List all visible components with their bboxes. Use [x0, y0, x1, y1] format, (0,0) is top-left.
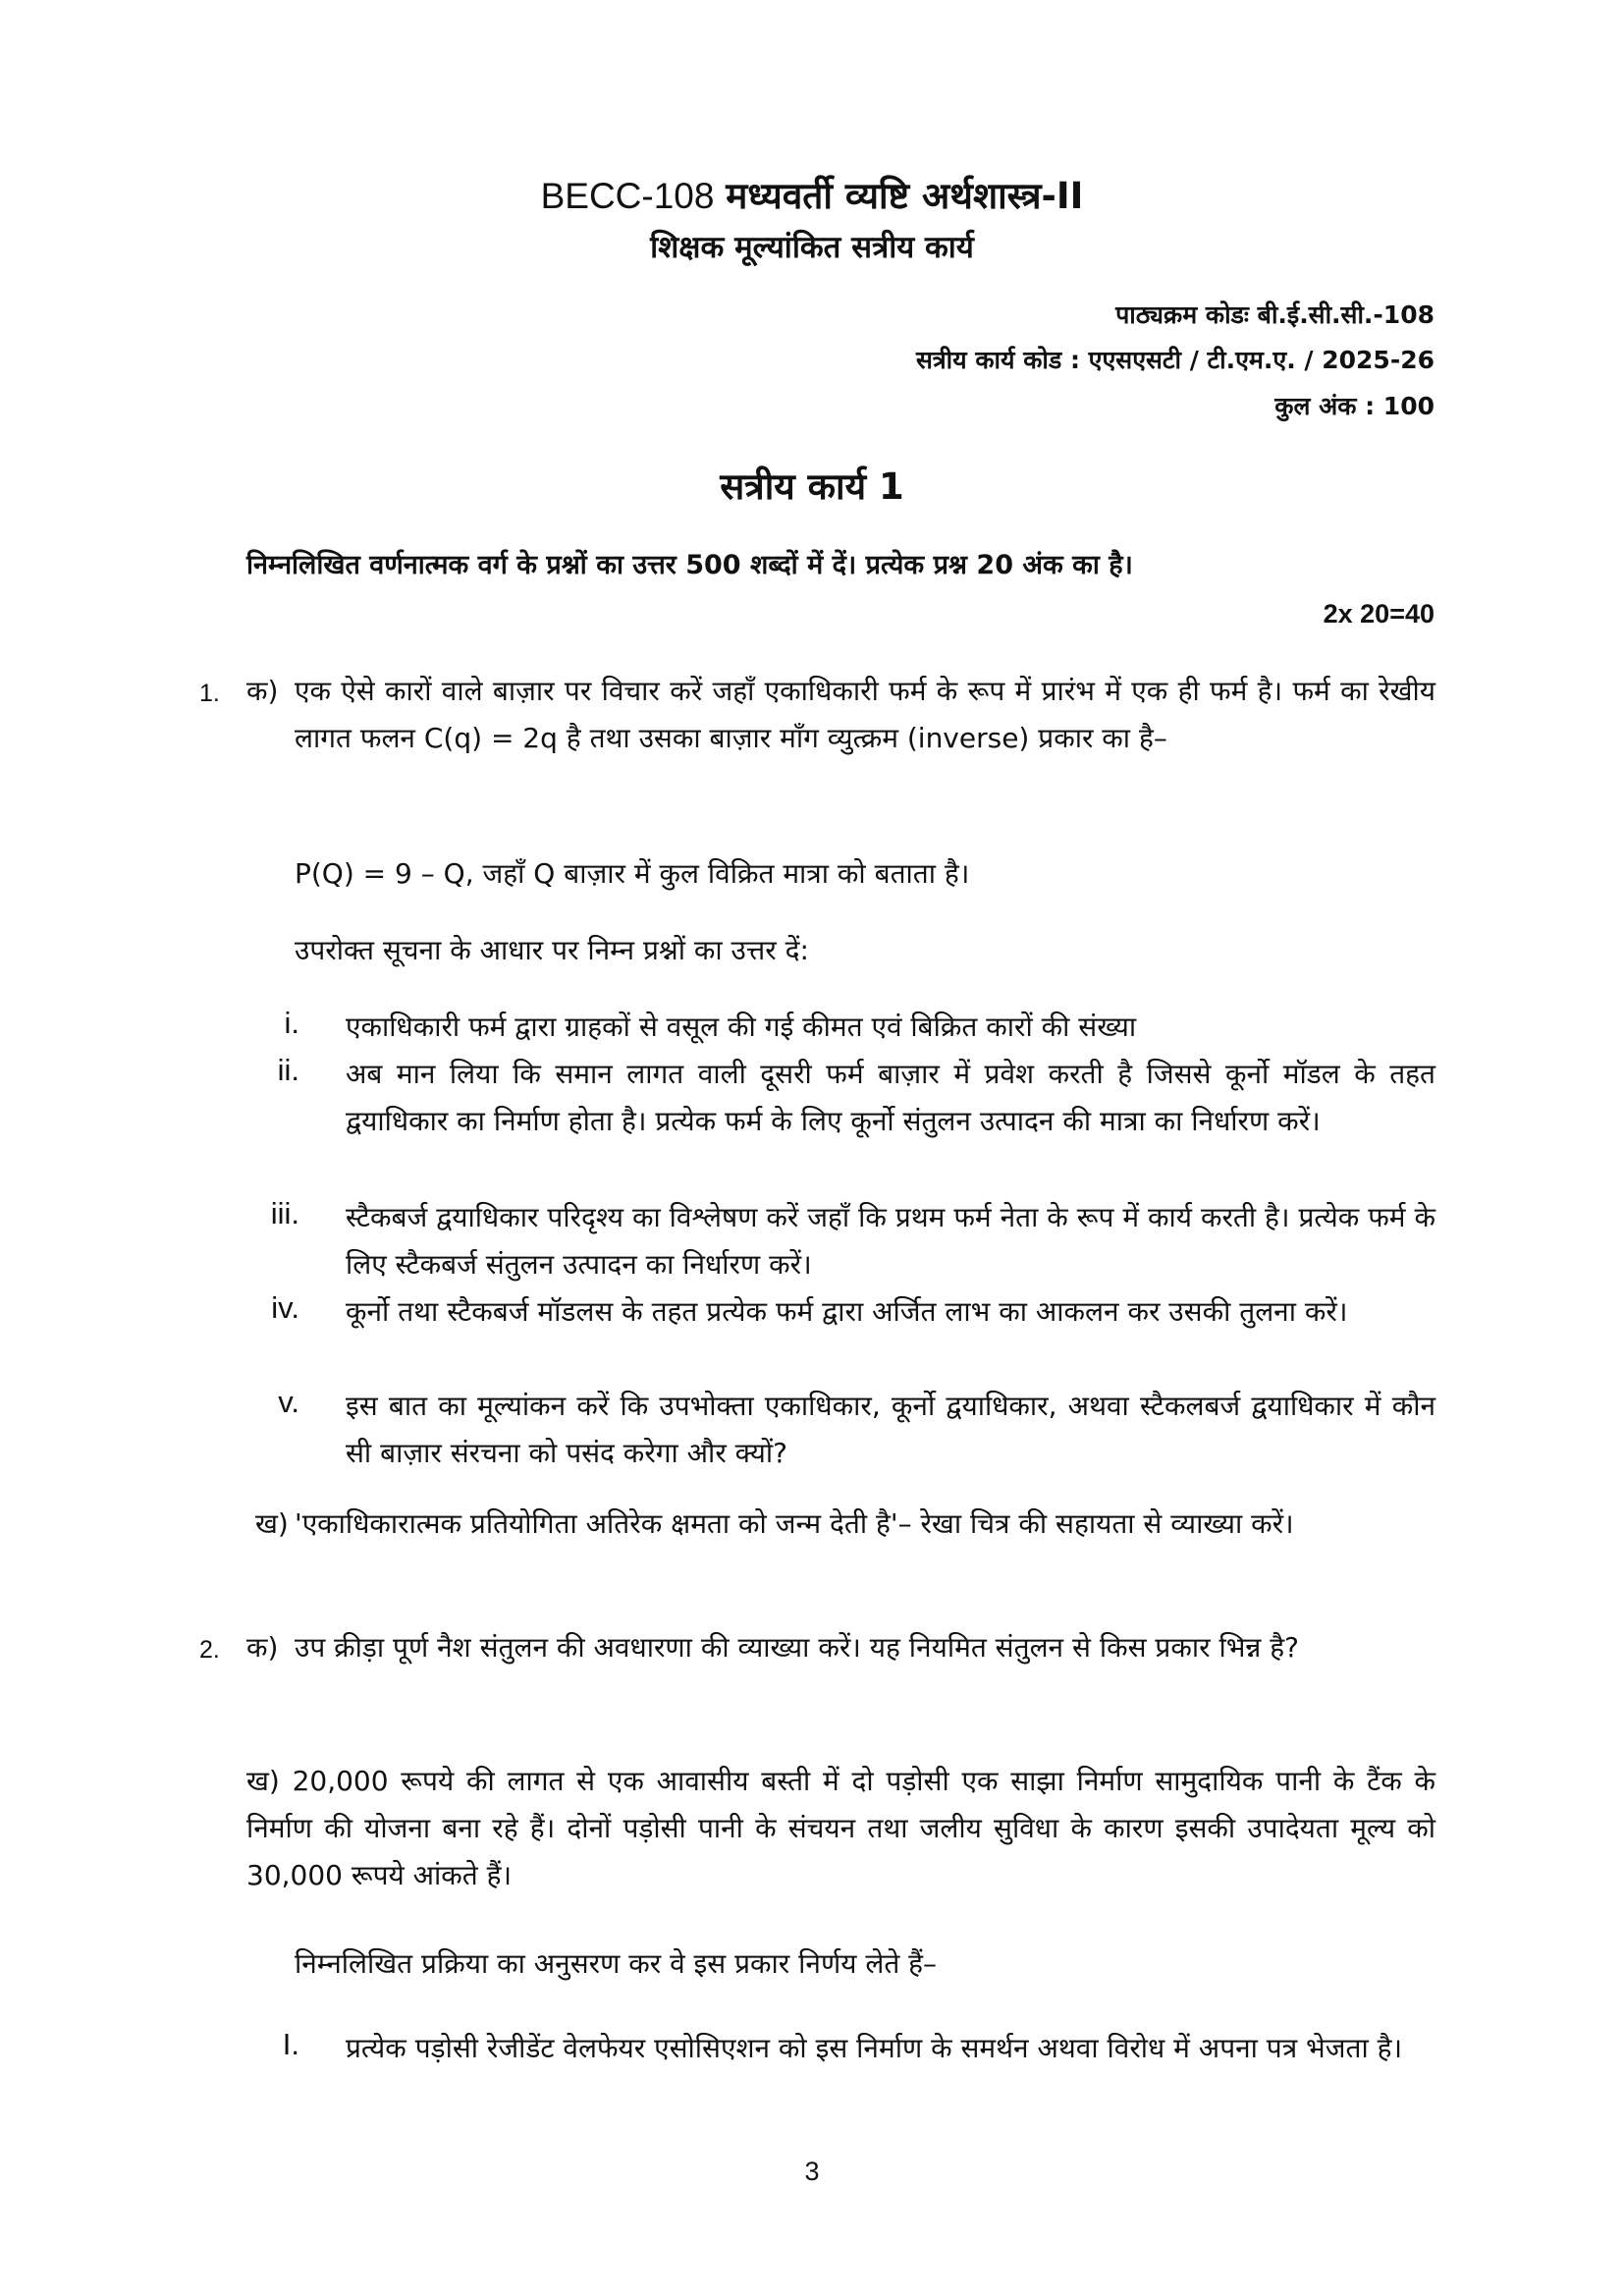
- course-code-line: पाठ्यक्रम कोडः बी.ई.सी.सी.-108: [1115, 301, 1435, 329]
- question-1a-label: क): [246, 675, 279, 707]
- total-marks-line: कुल अंक : 100: [1274, 392, 1435, 420]
- section-title: सत्रीय कार्य 1: [720, 465, 904, 508]
- q2-item-label: I.: [282, 2027, 299, 2061]
- question-1-prompt: उपरोक्त सूचना के आधार पर निम्न प्रश्नों का उत्तर दें:: [295, 934, 809, 966]
- course-title: [0, 169, 1624, 219]
- q1-item-text: अब मान लिया कि समान लागत वाली दूसरी फर्म बाज़ार में प्रवेश करती है जिससे कूर्नो मॉडल के तहत द्वयाधिकार का निर्माण होता है। प्रत्येक फर्म के लिए कूर्नो संतुलन उत्पादन की मात्रा का निर्धारण करें।: [346, 1058, 1435, 1137]
- question-1b-label: ख): [255, 1507, 289, 1540]
- page-number: 3: [804, 2157, 820, 2186]
- assignment-code-line: सत्रीय कार्य कोड : एएसएसटी / टी.एम.ए. / 2025-26: [915, 346, 1435, 374]
- section-marks: 2x 20=40: [1323, 599, 1435, 629]
- course-code: BECC-108: [540, 176, 715, 216]
- question-2-number: 2.: [199, 1636, 220, 1664]
- q1-item-label: i.: [284, 1006, 299, 1040]
- question-1-number: 1.: [199, 680, 220, 707]
- q1-item-label: iii.: [270, 1196, 299, 1230]
- document-subtitle: शिक्षक मूल्यांकित सत्रीय कार्य: [650, 230, 974, 265]
- course-name: मध्यवर्ती व्यष्टि अर्थशास्त्र-II: [726, 175, 1084, 217]
- q1-item-text: एकाधिकारी फर्म द्वारा ग्राहकों से वसूल की गई कीमत एवं बिक्रित कारों की संख्या: [346, 1011, 1137, 1043]
- q1-item-text: इस बात का मूल्यांकन करें कि उपभोक्ता एकाधिकार, कूर्नो द्वयाधिकार, अथवा स्टैकलबर्ज द्वयाधिकार में कौन सी बाज़ार संरचना को पसंद करेगा और क्यों?: [346, 1390, 1435, 1469]
- question-1a-text: एक ऐसे कारों वाले बाज़ार पर विचार करें जहाँ एकाधिकारी फर्म के रूप में प्रारंभ में एक ही फर्म है। फर्म का रेखीय लागत फलन C(q) = 2q है तथा उसका बाज़ार माँग व्युत्क्रम (inverse) प्रकार का है–: [295, 675, 1435, 754]
- demand-function-line: P(Q) = 9 – Q, जहाँ Q बाज़ार में कुल विक्रित मात्रा को बताता है।: [295, 857, 970, 890]
- q1-item-label: v.: [278, 1385, 299, 1419]
- question-2a-label: क): [246, 1631, 279, 1664]
- process-line: निम्नलिखित प्रक्रिया का अनुसरण कर वे इस प्रकार निर्णय लेते हैं–: [295, 1947, 938, 1980]
- question-1b-text: 'एकाधिकारात्मक प्रतियोगिता अतिरेक क्षमता को जन्म देती है'– रेखा चित्र की सहायता से व्याख्या करें।: [295, 1507, 1294, 1540]
- question-2a-text: उप क्रीड़ा पूर्ण नैश संतुलन की अवधारणा की व्याख्या करें। यह नियमित संतुलन से किस प्रकार भिन्न है?: [295, 1631, 1299, 1664]
- q1-item-label: iv.: [271, 1290, 299, 1325]
- q1-item-text: स्टैकबर्ज द्वयाधिकार परिदृश्य का विश्लेषण करें जहाँ कि प्रथम फर्म नेता के रूप में कार्य करती है। प्रत्येक फर्म के लिए स्टैकबर्ज संतुलन उत्पादन का निर्धारण करें।: [346, 1201, 1435, 1281]
- section-instruction: निम्नलिखित वर्णनात्मक वर्ग के प्रश्नों का उत्तर 500 शब्दों में दें। प्रत्येक प्रश्न 20 अंक का है।: [246, 550, 1133, 580]
- question-2b-text: ख) 20,000 रूपये की लागत से एक आवासीय बस्ती में दो पड़ोसी एक साझा निर्माण सामुदायिक पानी के टैंक के निर्माण की योजना बना रहे हैं। दोनों पड़ोसी पानी के संचयन तथा जलीय सुविधा के कारण इसकी उपादेयता मूल्य को 30,000 रूपये आंकते हैं।: [246, 1765, 1435, 1891]
- q1-item-label: ii.: [277, 1053, 299, 1087]
- q2-item-text: प्रत्येक पड़ोसी रेजीडेंट वेलफेयर एसोसिएशन को इस निर्माण के समर्थन अथवा विरोध में अपना पत्र भेजता है।: [346, 2032, 1403, 2064]
- q1-item-text: कूर्नो तथा स्टैकबर्ज मॉडलस के तहत प्रत्येक फर्म द्वारा अर्जित लाभ का आकलन कर उसकी तुलना करें।: [346, 1295, 1348, 1328]
